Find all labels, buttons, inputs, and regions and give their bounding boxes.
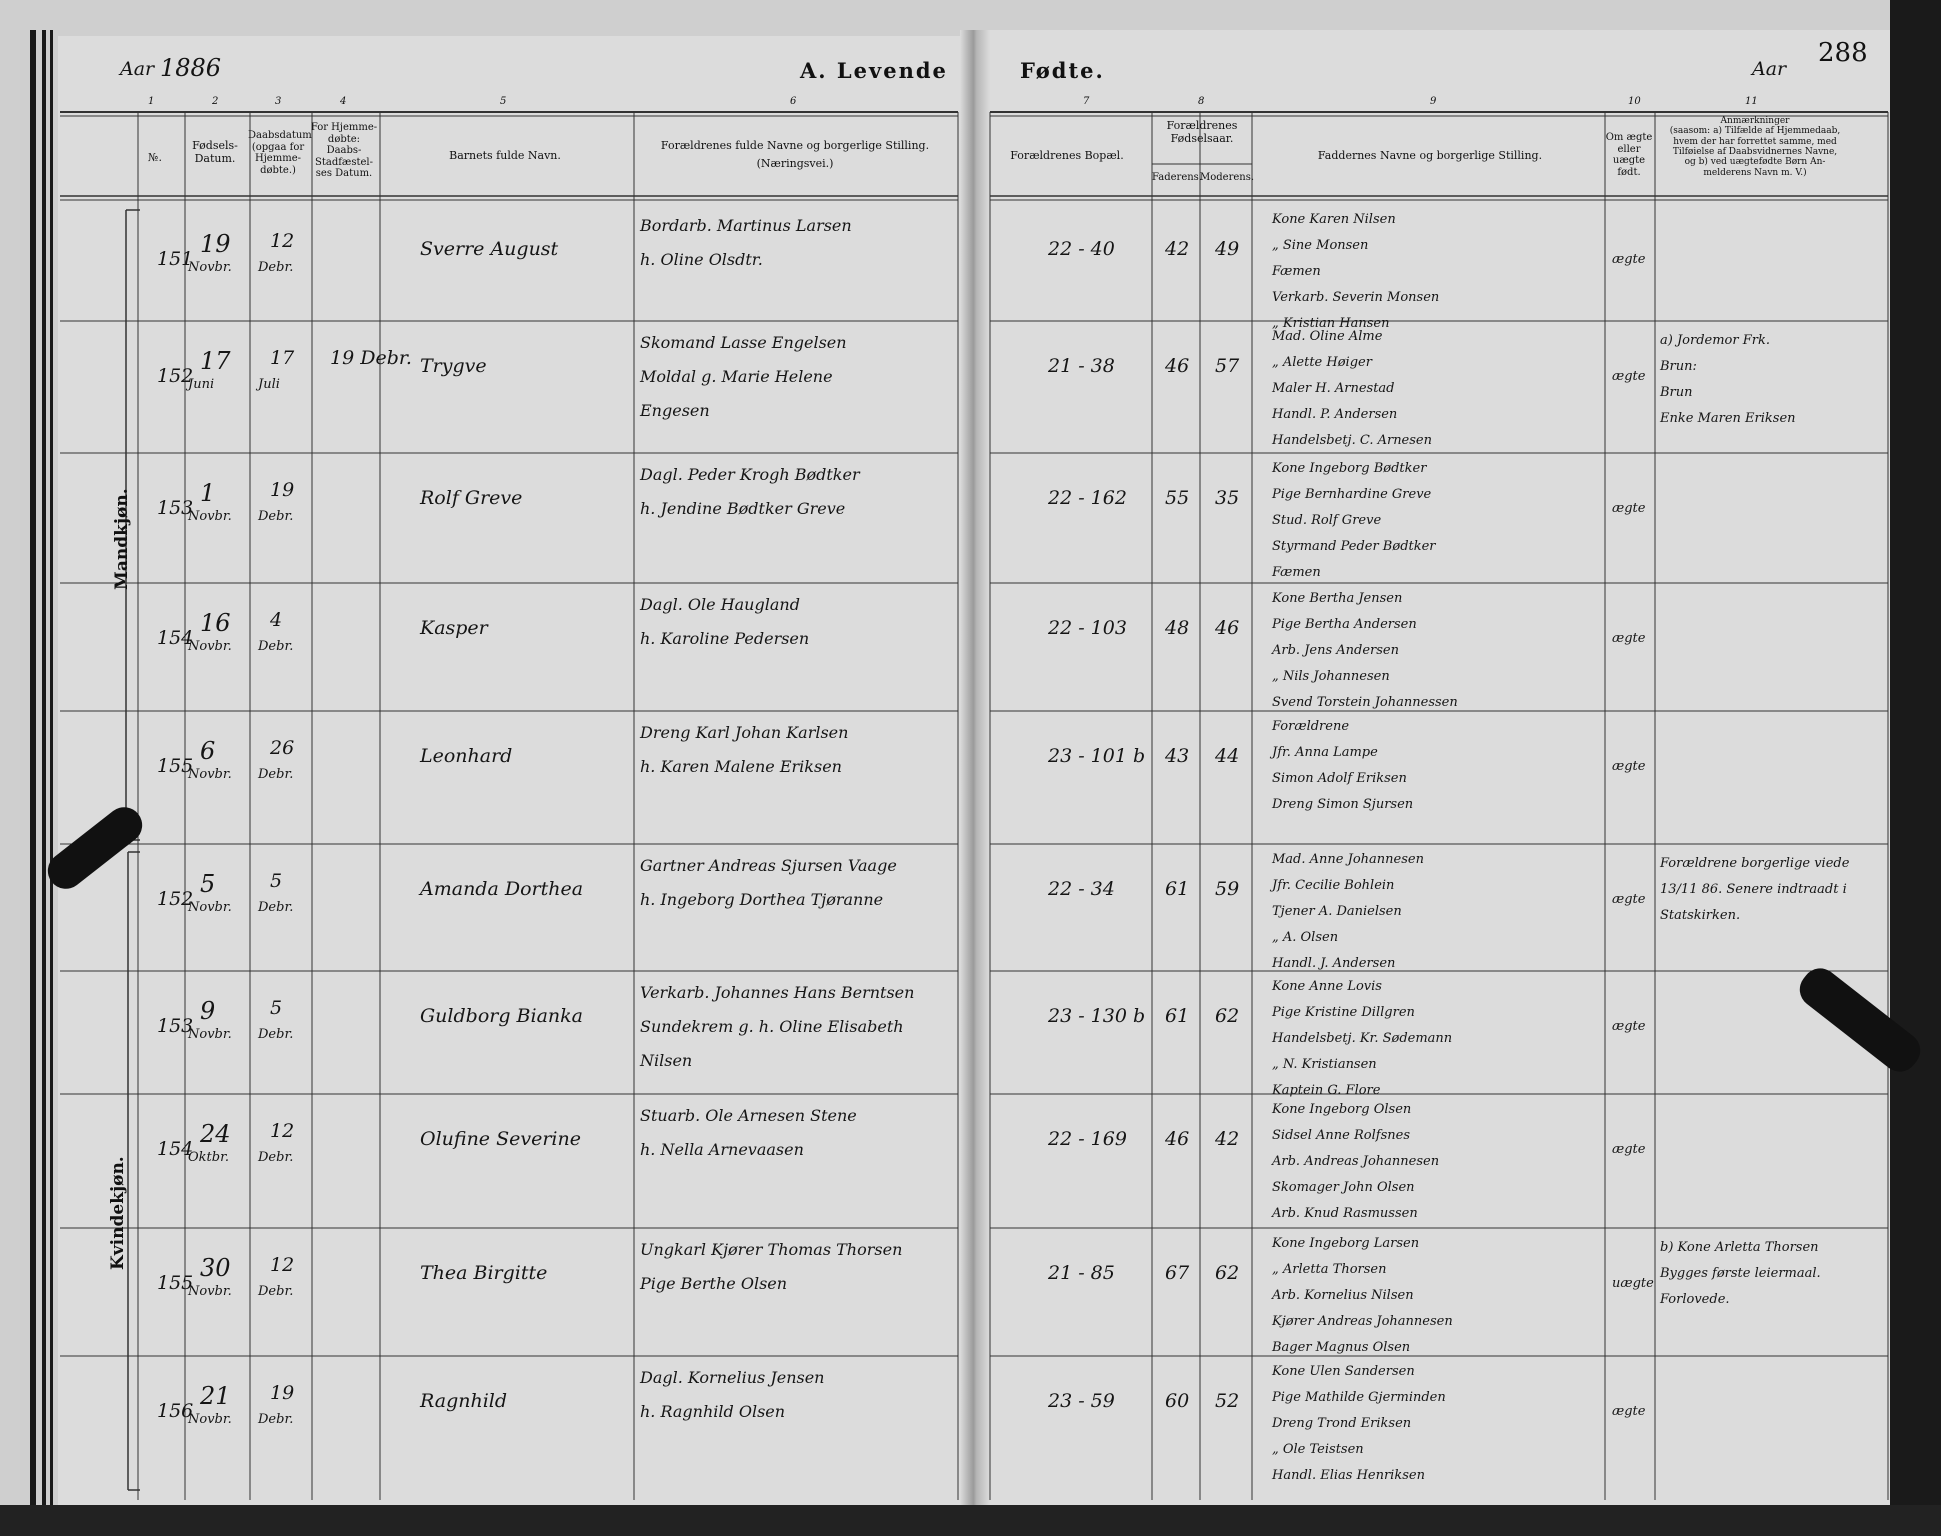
godparent-3: Fæmen [1272, 264, 1321, 279]
baptism-month: Debr. [258, 1150, 294, 1165]
remark-line-4: Enke Maren Eriksen [1660, 411, 1796, 426]
godparent-5: Fæmen [1272, 565, 1321, 580]
godparent-2: Pige Bertha Andersen [1272, 617, 1417, 632]
child-name: Ragnhild [420, 1390, 508, 1412]
birth-day: 1 [200, 479, 216, 507]
birth-month: Oktbr. [188, 1150, 229, 1165]
father-birth-year: 60 [1165, 1390, 1190, 1412]
residence: 22 - 40 [1048, 238, 1115, 260]
baptism-month: Debr. [258, 260, 294, 275]
godparent-4: Dreng Simon Sjursen [1272, 797, 1414, 812]
parents-line-2: h. Nella Arnevaasen [640, 1140, 804, 1159]
godparent-5: Bager Magnus Olsen [1272, 1340, 1411, 1355]
entry-number: 152 [157, 365, 194, 387]
birth-day: 17 [200, 347, 231, 375]
mother-birth-year: 62 [1215, 1005, 1240, 1027]
parents-line-1: Dagl. Ole Haugland [640, 595, 800, 614]
baptism-day: 17 [270, 347, 295, 369]
mother-birth-year: 49 [1215, 238, 1240, 260]
birth-month: Novbr. [188, 900, 232, 915]
godparent-5: „ Kristian Hansen [1272, 316, 1390, 331]
child-name: Guldborg Bianka [420, 1005, 583, 1027]
legitimacy: uægte [1612, 1276, 1654, 1291]
legitimacy: ægte [1612, 369, 1646, 384]
godparent-1: Kone Ingeborg Larsen [1272, 1236, 1420, 1251]
baptism-day: 12 [270, 230, 295, 252]
father-birth-year: 61 [1165, 878, 1190, 900]
column-number: 10 [1628, 96, 1641, 107]
entry-number: 154 [157, 1138, 194, 1160]
godparent-2: Jfr. Anna Lampe [1272, 745, 1378, 760]
godparent-1: Kone Ingeborg Olsen [1272, 1102, 1412, 1117]
entry-number: 154 [157, 627, 194, 649]
legitimacy: ægte [1612, 759, 1646, 774]
remark-line-3: Brun [1660, 385, 1693, 400]
birth-day: 9 [200, 997, 216, 1025]
parents-line-1: Bordarb. Martinus Larsen [640, 216, 852, 235]
godparent-3: Arb. Jens Andersen [1272, 643, 1399, 658]
remark-line-1: a) Jordemor Frk. [1660, 333, 1770, 348]
godparent-1: Mad. Anne Johannesen [1272, 852, 1424, 867]
birth-month: Novbr. [188, 1027, 232, 1042]
header-no: №. [148, 151, 162, 164]
parents-line-2: Moldal g. Marie Helene [640, 367, 833, 386]
godparent-3: Tjener A. Danielsen [1272, 904, 1402, 919]
godparent-3: Arb. Kornelius Nilsen [1272, 1288, 1414, 1303]
legitimacy: ægte [1612, 1019, 1646, 1034]
godparent-1: Kone Ingeborg Bødtker [1272, 461, 1427, 476]
godparent-2: Jfr. Cecilie Bohlein [1272, 878, 1395, 893]
mother-birth-year: 44 [1215, 745, 1240, 767]
godparent-5: Arb. Knud Rasmussen [1272, 1206, 1418, 1221]
header-godparents: Faddernes Navne og borgerlige Stilling. [1317, 149, 1543, 162]
residence: 23 - 59 [1048, 1390, 1115, 1412]
parents-line-1: Skomand Lasse Engelsen [640, 333, 847, 352]
godparent-5: Handl. J. Andersen [1272, 956, 1396, 971]
column-number: 1 [148, 96, 155, 107]
legitimacy: ægte [1612, 892, 1646, 907]
godparent-4: Skomager John Olsen [1272, 1180, 1415, 1195]
godparent-5: Kaptein G. Flore [1272, 1083, 1381, 1098]
godparent-2: Pige Mathilde Gjerminden [1272, 1390, 1446, 1405]
title-right: Fødte. [1020, 58, 1105, 83]
birth-day: 16 [200, 609, 231, 637]
parents-line-1: Verkarb. Johannes Hans Berntsen [640, 983, 915, 1002]
header-birth-year: Forældrenes Fødselsaar. [1166, 119, 1238, 145]
birth-day: 5 [200, 870, 216, 898]
baptism-day: 4 [270, 609, 283, 631]
baptism-day: 5 [270, 997, 283, 1019]
parents-line-2: Pige Berthe Olsen [640, 1274, 788, 1293]
birth-month: Novbr. [188, 260, 232, 275]
header-parents-name: Forældrenes fulde Navne og borgerlige Stilling. [660, 139, 930, 152]
remark-line-1: b) Kone Arletta Thorsen [1660, 1240, 1819, 1255]
column-number: 3 [275, 96, 282, 107]
godparent-4: „ A. Olsen [1272, 930, 1339, 945]
baptism-month: Juli [258, 377, 280, 392]
column-number: 6 [790, 96, 797, 107]
residence: 23 - 130 b [1048, 1005, 1146, 1027]
legitimacy: ægte [1612, 1142, 1646, 1157]
column-number: 7 [1083, 96, 1090, 107]
remark-line-2: 13/11 86. Senere indtraadt i [1660, 882, 1847, 897]
godparent-3: Stud. Rolf Greve [1272, 513, 1382, 528]
baptism-day: 5 [270, 870, 283, 892]
column-number: 2 [212, 96, 219, 107]
parents-line-2: h. Oline Olsdtr. [640, 250, 763, 269]
residence: 22 - 34 [1048, 878, 1115, 900]
mother-birth-year: 59 [1215, 878, 1240, 900]
parents-line-1: Dreng Karl Johan Karlsen [640, 723, 849, 742]
section-label-male: Mandkjøn. [112, 488, 132, 590]
header-remarks: Anmærkninger (saasom: a) Tilfælde af Hjemmedaab, hvem der har forrettet samme, med Tilføielse af Daabsvidnernes Navne, og b) ved uægtefødte Børn An- melderens Navn m. V.) [1669, 116, 1841, 178]
godparent-4: Styrmand Peder Bødtker [1272, 539, 1436, 554]
father-birth-year: 43 [1165, 745, 1190, 767]
header-birth-date: Fødsels- Datum. [192, 139, 238, 165]
header-child-name: Barnets fulde Navn. [449, 149, 561, 162]
entry-number: 153 [157, 1015, 194, 1037]
baptism-day: 26 [270, 737, 295, 759]
baptism-day: 12 [270, 1120, 295, 1142]
godparent-2: Pige Kristine Dillgren [1272, 1005, 1415, 1020]
header-parents-name-sub: (Næringsvei.) [756, 157, 834, 170]
child-name: Amanda Dorthea [420, 878, 584, 900]
baptism-month: Debr. [258, 1412, 294, 1427]
child-name: Kasper [420, 617, 488, 639]
godparent-1: Mad. Oline Alme [1272, 329, 1383, 344]
page-number: 288 [1818, 38, 1868, 68]
parents-line-1: Ungkarl Kjører Thomas Thorsen [640, 1240, 903, 1259]
godparent-1: Kone Anne Lovis [1272, 979, 1382, 994]
remark-line-3: Statskirken. [1660, 908, 1741, 923]
parents-line-2: Sundekrem g. h. Oline Elisabeth [640, 1017, 904, 1036]
child-name: Thea Birgitte [420, 1262, 548, 1284]
birth-month: Novbr. [188, 767, 232, 782]
father-birth-year: 61 [1165, 1005, 1190, 1027]
remark-line-2: Bygges første leiermaal. [1660, 1266, 1821, 1281]
entry-number: 153 [157, 497, 194, 519]
godparent-2: „ Alette Høiger [1272, 355, 1372, 370]
header-residence: Forældrenes Bopæl. [1010, 149, 1124, 162]
godparent-5: Handl. Elias Henriksen [1272, 1468, 1425, 1483]
godparent-3: Maler H. Arnestad [1272, 381, 1395, 396]
godparent-4: Kjører Andreas Johannesen [1272, 1314, 1453, 1329]
parents-line-2: h. Ingeborg Dorthea Tjøranne [640, 890, 884, 909]
column-number: 5 [500, 96, 507, 107]
father-birth-year: 55 [1165, 487, 1190, 509]
father-birth-year: 48 [1165, 617, 1190, 639]
godparent-1: Kone Bertha Jensen [1272, 591, 1403, 606]
residence: 22 - 103 [1048, 617, 1127, 639]
parents-line-1: Gartner Andreas Sjursen Vaage [640, 856, 897, 875]
remark-line-2: Brun: [1660, 359, 1697, 374]
column-number: 4 [340, 96, 347, 107]
mother-birth-year: 42 [1215, 1128, 1240, 1150]
parents-line-3: Nilsen [640, 1051, 693, 1070]
residence: 21 - 38 [1048, 355, 1115, 377]
godparent-1: Kone Karen Nilsen [1272, 212, 1396, 227]
birth-day: 30 [200, 1254, 231, 1282]
godparent-2: „ Sine Monsen [1272, 238, 1369, 253]
godparent-4: „ Ole Teistsen [1272, 1442, 1364, 1457]
godparent-4: „ Nils Johannesen [1272, 669, 1390, 684]
baptism-month: Debr. [258, 1027, 294, 1042]
baptism-month: Debr. [258, 1284, 294, 1299]
residence: 22 - 169 [1048, 1128, 1127, 1150]
godparent-3: Arb. Andreas Johannesen [1272, 1154, 1440, 1169]
residence: 22 - 162 [1048, 487, 1127, 509]
title-left: A. Levende [800, 58, 948, 83]
birth-month: Novbr. [188, 1284, 232, 1299]
baptism-month: Debr. [258, 509, 294, 524]
father-birth-year: 67 [1165, 1262, 1190, 1284]
residence: 21 - 85 [1048, 1262, 1115, 1284]
aar-label-right: Aar [1752, 58, 1787, 80]
birth-month: Novbr. [188, 1412, 232, 1427]
godparent-2: „ Arletta Thorsen [1272, 1262, 1387, 1277]
entry-number: 156 [157, 1400, 194, 1422]
child-name: Rolf Greve [420, 487, 523, 509]
column-number: 9 [1430, 96, 1437, 107]
header-baptism-date: Daabsdatum (opgaa for Hjemme- døbte.) [248, 130, 312, 176]
baptism-day: 19 [270, 1382, 295, 1404]
parents-line-3: Engesen [640, 401, 710, 420]
birth-month: Novbr. [188, 509, 232, 524]
legitimacy: ægte [1612, 1404, 1646, 1419]
aar-label-left: Aar [120, 58, 155, 80]
header-legit: Om ægte eller uægte født. [1605, 132, 1653, 178]
entry-number: 151 [157, 248, 194, 270]
godparent-1: Forældrene [1272, 719, 1350, 734]
child-name: Sverre August [420, 238, 559, 260]
godparent-4: Handl. P. Andersen [1272, 407, 1398, 422]
father-birth-year: 46 [1165, 355, 1190, 377]
birth-day: 6 [200, 737, 216, 765]
baptism-month: Debr. [258, 900, 294, 915]
baptism-day: 12 [270, 1254, 295, 1276]
birth-day: 19 [200, 230, 231, 258]
parents-line-2: h. Karen Malene Eriksen [640, 757, 842, 776]
birth-month: Juni [188, 377, 215, 392]
godparent-4: Verkarb. Severin Monsen [1272, 290, 1440, 305]
header-home-baptized: For Hjemme- døbte: Daabs- Stadfæstel- ses Datum. [310, 122, 378, 179]
godparent-3: Handelsbetj. Kr. Sødemann [1272, 1031, 1453, 1046]
parents-line-2: h. Ragnhild Olsen [640, 1402, 786, 1421]
child-name: Trygve [420, 355, 487, 377]
header-mother: Moderens. [1200, 172, 1255, 183]
godparent-2: Pige Bernhardine Greve [1272, 487, 1432, 502]
godparent-4: „ N. Kristiansen [1272, 1057, 1377, 1072]
section-label-female: Kvindekjøn. [108, 1156, 128, 1270]
parents-line-1: Stuarb. Ole Arnesen Stene [640, 1106, 857, 1125]
parents-line-2: h. Jendine Bødtker Greve [640, 499, 846, 518]
godparent-3: Simon Adolf Eriksen [1272, 771, 1407, 786]
parents-line-2: h. Karoline Pedersen [640, 629, 810, 648]
godparent-2: Sidsel Anne Rolfsnes [1272, 1128, 1410, 1143]
child-name: Leonhard [420, 745, 513, 767]
godparent-3: Dreng Trond Eriksen [1272, 1416, 1412, 1431]
remark-line-1: Forældrene borgerlige viede [1660, 856, 1850, 871]
legitimacy: ægte [1612, 252, 1646, 267]
child-name: Olufine Severine [420, 1128, 581, 1150]
mother-birth-year: 57 [1215, 355, 1240, 377]
legitimacy: ægte [1612, 631, 1646, 646]
entry-number: 155 [157, 755, 194, 777]
father-birth-year: 42 [1165, 238, 1190, 260]
baptism-day: 19 [270, 479, 295, 501]
remark-line-3: Forlovede. [1660, 1292, 1730, 1307]
godparent-5: Handelsbetj. C. Arnesen [1272, 433, 1432, 448]
entry-number: 155 [157, 1272, 194, 1294]
birth-month: Novbr. [188, 639, 232, 654]
mother-birth-year: 62 [1215, 1262, 1240, 1284]
birth-day: 24 [200, 1120, 231, 1148]
legitimacy: ægte [1612, 501, 1646, 516]
birth-day: 21 [200, 1382, 231, 1410]
header-father: Faderens. [1152, 172, 1202, 183]
residence: 23 - 101 b [1048, 745, 1146, 767]
mother-birth-year: 35 [1215, 487, 1240, 509]
baptism-month: Debr. [258, 639, 294, 654]
confirmation-date: 19 Debr. [330, 347, 412, 369]
mother-birth-year: 46 [1215, 617, 1240, 639]
column-number: 8 [1198, 96, 1205, 107]
godparent-5: Svend Torstein Johannessen [1272, 695, 1458, 710]
father-birth-year: 46 [1165, 1128, 1190, 1150]
parents-line-1: Dagl. Kornelius Jensen [640, 1368, 825, 1387]
entry-number: 152 [157, 888, 194, 910]
year-left: 1886 [160, 54, 222, 82]
column-number: 11 [1745, 96, 1758, 107]
mother-birth-year: 52 [1215, 1390, 1240, 1412]
baptism-month: Debr. [258, 767, 294, 782]
parents-line-1: Dagl. Peder Krogh Bødtker [640, 465, 860, 484]
godparent-1: Kone Ulen Sandersen [1272, 1364, 1415, 1379]
